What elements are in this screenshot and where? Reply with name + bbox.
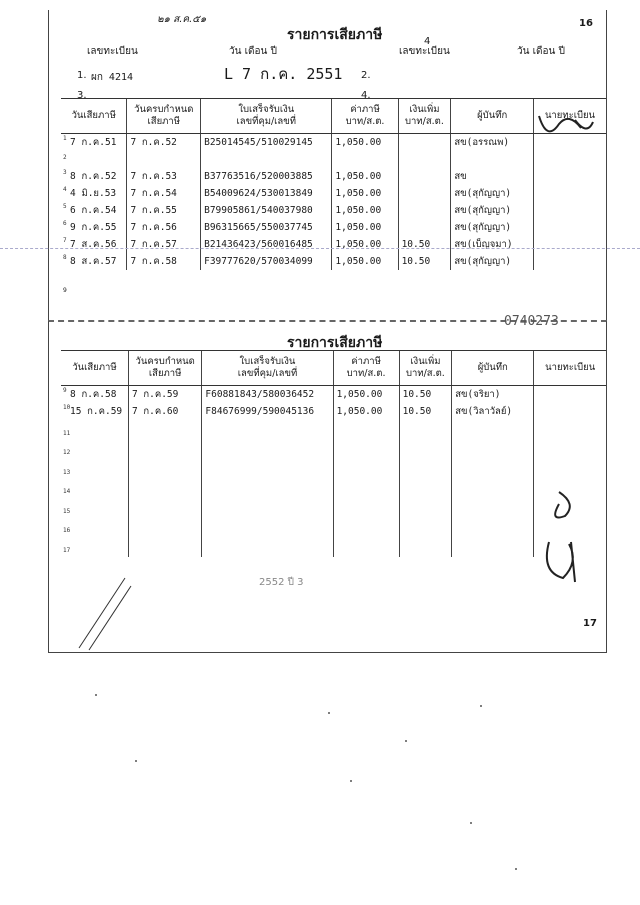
empty-cell <box>61 459 128 479</box>
empty-cell <box>333 479 399 499</box>
stamp-number: 0740273 <box>504 314 559 329</box>
row-number: 8 <box>63 254 67 261</box>
tax-cell: 1,050.00 <box>332 168 398 185</box>
empty-cell <box>333 498 399 518</box>
registrar-cell <box>534 202 607 219</box>
column-header: ผู้บันทึก <box>451 99 534 134</box>
empty-cell <box>202 537 333 557</box>
row-number: 2 <box>63 154 67 161</box>
scan-speck <box>350 780 352 782</box>
handwritten-note: ๒๑ ส.ค.๕๑ <box>157 14 207 25</box>
row-number: 4 <box>63 186 67 193</box>
empty-cell <box>452 440 534 460</box>
row-3-number: 3. <box>77 90 87 101</box>
paid-date-cell <box>61 236 127 253</box>
receipt-cell: F84676999/590045136 <box>202 403 333 420</box>
empty-cell <box>333 537 399 557</box>
page-number: 16 <box>579 18 593 29</box>
tax-cell: 1,050.00 <box>332 202 398 219</box>
empty-cell <box>399 440 452 460</box>
column-header: ค่าภาษี บาท/ส.ต. <box>333 351 399 386</box>
registrar-cell <box>534 151 607 168</box>
due-cell: 7 ก.ค.52 <box>127 134 201 152</box>
extra-cell: 10.50 <box>399 386 452 404</box>
recorder-cell: สข(สุกัญญา) <box>451 185 534 202</box>
due-cell: 7 ก.ค.58 <box>127 253 201 270</box>
empty-cell <box>61 537 128 557</box>
empty-cell <box>61 420 128 440</box>
scan-speck <box>328 712 330 714</box>
empty-cell <box>128 498 201 518</box>
empty-cell <box>399 479 452 499</box>
empty-cell <box>452 459 534 479</box>
column-header: ผู้บันทึก <box>452 351 534 386</box>
empty-cell <box>534 440 606 460</box>
paid-date-cell <box>61 151 127 168</box>
paid-date-cell <box>61 168 127 185</box>
scan-speck <box>515 868 517 870</box>
paid-date-cell <box>61 185 127 202</box>
handwritten-checkmark <box>529 106 599 146</box>
tax-cell: 1,050.00 <box>333 386 399 404</box>
scan-speck <box>95 694 97 696</box>
empty-cell <box>61 440 128 460</box>
due-cell: 7 ก.ค.59 <box>128 386 201 404</box>
extra-cell <box>398 168 451 185</box>
empty-cell <box>202 479 333 499</box>
table-row <box>61 403 606 420</box>
row-number: 1 <box>63 135 67 142</box>
scan-speck <box>135 760 137 762</box>
empty-cell <box>333 518 399 538</box>
empty-cell <box>399 459 452 479</box>
column-header: นายทะเบียน <box>534 351 606 386</box>
due-cell: 7 ก.ค.56 <box>127 219 201 236</box>
empty-cell <box>128 420 201 440</box>
header-date-label-left: วัน เดือน ปี <box>229 46 277 57</box>
empty-cell <box>333 420 399 440</box>
table-row <box>61 151 606 168</box>
row-number: 13 <box>63 468 71 476</box>
paid-date-cell <box>61 386 128 404</box>
paid-date: 9 ก.ค.55 <box>70 222 117 233</box>
empty-cell <box>333 440 399 460</box>
due-cell: 7 ก.ค.54 <box>127 185 201 202</box>
registrar-cell <box>534 185 607 202</box>
column-header: วันเสียภาษี <box>61 99 127 134</box>
row-number: 16 <box>63 527 71 535</box>
paid-date: 8 ก.ค.58 <box>70 389 117 400</box>
table-row <box>61 386 606 404</box>
scan-fold-line <box>0 248 640 249</box>
recorder-cell: สข(เบ็ญจมา) <box>451 236 534 253</box>
empty-cell <box>333 459 399 479</box>
row-number: 6 <box>63 220 67 227</box>
table-row <box>61 168 606 185</box>
row-number: 7 <box>63 237 67 244</box>
registrar-cell <box>534 168 607 185</box>
header-registration-label-left: เลขทะเบียน <box>87 46 138 57</box>
empty-cell <box>202 440 333 460</box>
plate-number: ผก 4214 <box>91 72 134 83</box>
table-row <box>61 459 606 479</box>
recorder-cell: สข <box>451 168 534 185</box>
due-cell: 7 ก.ค.57 <box>127 236 201 253</box>
row-number: 5 <box>63 203 67 210</box>
table-row <box>61 134 606 152</box>
paid-date-cell <box>61 253 127 270</box>
column-header: ค่าภาษี บาท/ส.ต. <box>332 99 398 134</box>
column-header: นายทะเบียน <box>534 99 607 134</box>
receipt-cell: B79905861/540037980 <box>201 202 332 219</box>
recorder-cell: สข(สุกัญญา) <box>451 253 534 270</box>
extra-cell <box>398 134 451 152</box>
header-date-label-right: วัน เดือน ปี <box>517 46 565 57</box>
empty-cell <box>61 518 128 538</box>
tax-cell: 1,050.00 <box>332 236 398 253</box>
receipt-cell <box>201 151 332 168</box>
tax-table-page-16 <box>61 98 606 270</box>
tax-cell: 1,050.00 <box>332 253 398 270</box>
empty-cell <box>202 420 333 440</box>
extra-cell: 10.50 <box>399 403 452 420</box>
page-number: 17 <box>583 618 597 629</box>
paid-date: 15 ก.ค.59 <box>70 406 123 417</box>
receipt-cell: F60881843/580036452 <box>202 386 333 404</box>
plate-date: L 7 ก.ค. 2551 <box>224 65 343 83</box>
tax-cell: 1,050.00 <box>332 134 398 152</box>
tax-record-page-16 <box>48 10 607 320</box>
due-cell <box>127 151 201 168</box>
receipt-cell: B54009624/530013849 <box>201 185 332 202</box>
receipt-cell: B37763516/520003885 <box>201 168 332 185</box>
table-row <box>61 236 606 253</box>
registrar-cell <box>534 386 606 404</box>
due-cell: 7 ก.ค.53 <box>127 168 201 185</box>
paid-date-cell <box>61 202 127 219</box>
paid-date: 7 ส.ค.56 <box>70 239 117 250</box>
empty-cell <box>534 420 606 440</box>
recorder-cell: สข(จริยา) <box>452 386 534 404</box>
registrar-cell <box>534 236 607 253</box>
empty-cell <box>202 459 333 479</box>
column-header: วันครบกำหนด เสียภาษี <box>128 351 201 386</box>
row-number: 10 <box>63 404 71 411</box>
table-row <box>61 202 606 219</box>
scan-speck <box>405 740 407 742</box>
column-header: วันครบกำหนด เสียภาษี <box>127 99 201 134</box>
paid-date: 8 ส.ค.57 <box>70 256 117 267</box>
tax-cell: 1,050.00 <box>333 403 399 420</box>
handwritten-scribble <box>519 482 599 592</box>
empty-cell <box>61 498 128 518</box>
scan-speck <box>470 822 472 824</box>
empty-cell <box>128 537 201 557</box>
empty-cell <box>128 440 201 460</box>
table-row <box>61 219 606 236</box>
tax-cell: 1,050.00 <box>332 219 398 236</box>
empty-cell <box>202 518 333 538</box>
paid-date: 7 ก.ค.51 <box>70 137 117 148</box>
table-row <box>61 185 606 202</box>
tax-cell <box>332 151 398 168</box>
registrar-cell <box>534 253 607 270</box>
column-header: เงินเพิ่ม บาท/ส.ต. <box>399 351 452 386</box>
empty-cell <box>452 420 534 440</box>
recorder-cell: สข(วิลาวัลย์) <box>452 403 534 420</box>
empty-cell <box>128 459 201 479</box>
tax-cell: 1,050.00 <box>332 185 398 202</box>
row-number: 12 <box>63 449 71 457</box>
extra-cell <box>398 202 451 219</box>
tax-record-page-17 <box>48 314 607 653</box>
empty-cell <box>399 498 452 518</box>
empty-cell <box>128 479 201 499</box>
column-header: ใบเสร็จรับเงิน เลขที่คุม/เลขที่ <box>202 351 333 386</box>
row-number: 15 <box>63 507 71 515</box>
registrar-cell <box>534 403 606 420</box>
header-mid-number: 4 <box>424 36 431 47</box>
page-title: รายการเสียภาษี <box>287 335 383 351</box>
column-header: วันเสียภาษี <box>61 351 128 386</box>
column-header: ใบเสร็จรับเงิน เลขที่คุม/เลขที่ <box>201 99 332 134</box>
row-4-number: 4. <box>361 90 371 101</box>
empty-cell <box>399 518 452 538</box>
header-registration-label-right: เลขทะเบียน <box>399 46 450 57</box>
extra-cell <box>398 219 451 236</box>
paid-date-cell <box>61 403 128 420</box>
paid-date: 8 ก.ค.52 <box>70 171 117 182</box>
extra-cell <box>398 151 451 168</box>
row-number: 17 <box>63 546 71 554</box>
recorder-cell: สข(สุกัญญา) <box>451 219 534 236</box>
empty-cell <box>399 420 452 440</box>
empty-cell <box>202 498 333 518</box>
recorder-cell: สข(สุกัญญา) <box>451 202 534 219</box>
row-9-number: 9 <box>63 287 67 294</box>
empty-cell <box>128 518 201 538</box>
table-row <box>61 253 606 270</box>
receipt-cell: B21436423/560016485 <box>201 236 332 253</box>
table-row <box>61 440 606 460</box>
extra-cell: 10.50 <box>398 236 451 253</box>
due-cell: 7 ก.ค.55 <box>127 202 201 219</box>
row-2-number: 2. <box>361 70 371 81</box>
diagonal-strokes <box>69 572 139 652</box>
row-number: 3 <box>63 169 67 176</box>
paid-date-cell <box>61 219 127 236</box>
paid-date: 6 ก.ค.54 <box>70 205 117 216</box>
receipt-cell: F39777620/570034099 <box>201 253 332 270</box>
receipt-cell: B96315665/550037745 <box>201 219 332 236</box>
recorder-cell <box>451 151 534 168</box>
receipt-cell: B25014545/510029145 <box>201 134 332 152</box>
extra-cell: 10.50 <box>398 253 451 270</box>
recorder-cell: สข(อรรณพ) <box>451 134 534 152</box>
empty-cell <box>61 479 128 499</box>
due-cell: 7 ก.ค.60 <box>128 403 201 420</box>
table-row <box>61 420 606 440</box>
paid-date-cell <box>61 134 127 152</box>
paid-date: 4 มิ.ย.53 <box>70 188 117 199</box>
column-header: เงินเพิ่ม บาท/ส.ต. <box>398 99 451 134</box>
registrar-cell <box>534 219 607 236</box>
row-1-number: 1. <box>77 70 87 81</box>
row-number: 9 <box>63 387 67 394</box>
extra-cell <box>398 185 451 202</box>
row-number: 14 <box>63 488 71 496</box>
page-title: รายการเสียภาษี <box>287 27 383 43</box>
scan-speck <box>480 705 482 707</box>
faint-stamp-text: 2552 ปี 3 <box>259 577 304 588</box>
empty-cell <box>399 537 452 557</box>
row-number: 11 <box>63 429 71 437</box>
empty-cell <box>534 459 606 479</box>
